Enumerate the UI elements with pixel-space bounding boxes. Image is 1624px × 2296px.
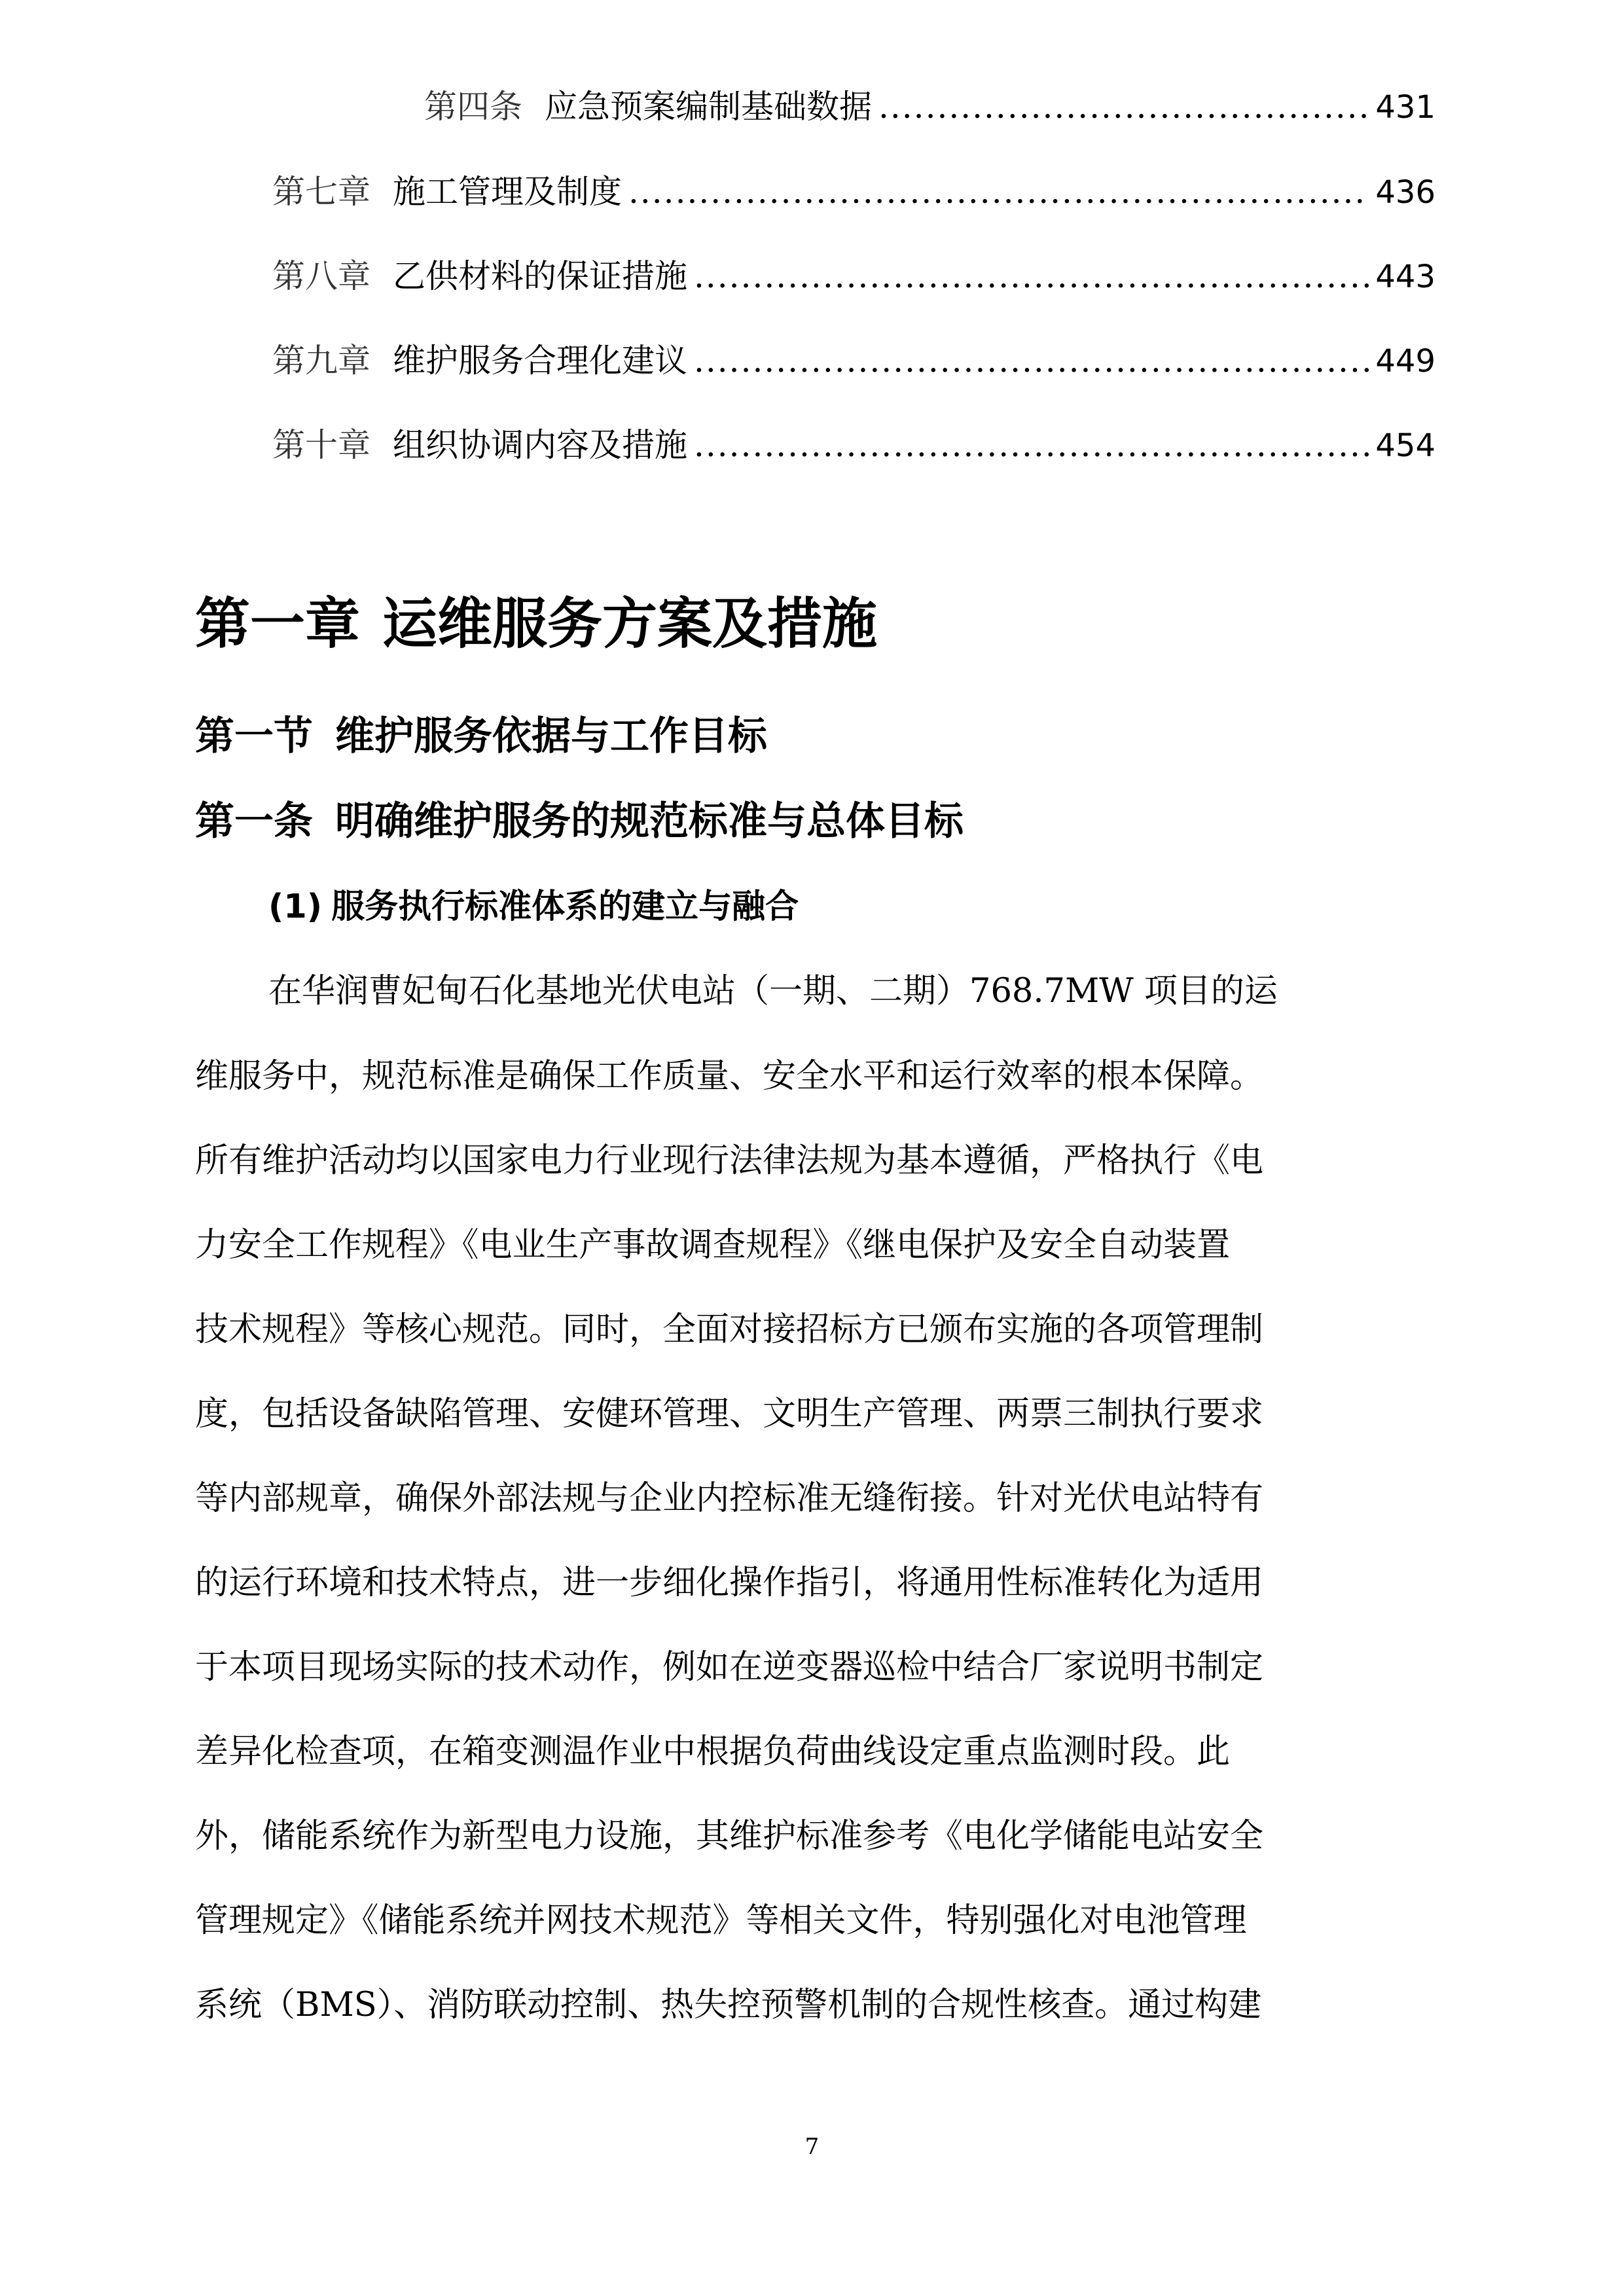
toc-entry[interactable] — [272, 419, 1435, 471]
chapter-heading — [195, 584, 877, 663]
chapter-title: 运维服务方案及措施 — [382, 592, 878, 656]
section-title: 维护服务依据与工作目标 — [335, 713, 767, 759]
paragraph-line: 度，包括设备缺陷管理、安健环管理、文明生产管理、两票三制执行要求 — [195, 1395, 1264, 1433]
toc-entry-number: 第九章 — [272, 342, 370, 380]
paragraph-line: 技术规程》等核心规范。同时，全面对接招标方已颁布实施的各项管理制 — [195, 1310, 1264, 1349]
paragraph-line: 等内部规章，确保外部法规与企业内控标准无缝衔接。针对光伏电站特有 — [195, 1479, 1264, 1518]
toc-entry-number: 第八章 — [272, 257, 370, 295]
paragraph-line: 所有维护活动均以国家电力行业现行法律法规为基本遵循，严格执行《电 — [195, 1141, 1264, 1180]
paragraph-line: 管理规定》《储能系统并网技术规范》等相关文件，特别强化对电池管理 — [195, 1901, 1247, 1940]
toc-entry[interactable] — [272, 334, 1435, 387]
toc-dot-leader — [878, 81, 1369, 133]
paragraph-line: 在华润曹妃甸石化基地光伏电站（一期、二期）768.7MW 项目的运 — [268, 972, 1278, 1011]
paragraph-line: 维服务中，规范标准是确保工作质量、安全水平和运行效率的根本保障。 — [195, 1057, 1264, 1096]
toc-dot-leader — [694, 334, 1369, 387]
article-heading — [195, 792, 964, 851]
paragraph-line: 于本项目现场实际的技术动作，例如在逆变器巡检中结合厂家说明书制定 — [195, 1648, 1264, 1687]
toc-entry-page: 454 — [1375, 427, 1435, 464]
section-heading — [195, 707, 767, 766]
subsection-heading — [268, 877, 799, 937]
toc-entry-page: 443 — [1375, 259, 1435, 295]
toc-entry[interactable] — [272, 166, 1435, 218]
toc-dot-leader — [628, 166, 1369, 218]
toc-entry-number: 第十章 — [272, 426, 370, 464]
paragraph-line: 力安全工作规程》《电业生产事故调查规程》《继电保护及安全自动装置 — [195, 1226, 1231, 1265]
paragraph-line: 差异化检查项，在箱变测温作业中根据负荷曲线设定重点监测时段。此 — [195, 1732, 1231, 1771]
toc-entry-title: 维护服务合理化建议 — [393, 342, 687, 380]
toc-dot-leader — [694, 419, 1369, 471]
article-number: 第一条 — [195, 798, 313, 844]
page-number: 7 — [804, 2134, 820, 2160]
toc-entry-page: 436 — [1375, 174, 1435, 211]
toc-entry-title: 组织协调内容及措施 — [393, 426, 687, 464]
toc-entry-number: 第四条 — [424, 88, 522, 126]
paragraph-line: 外，储能系统作为新型电力设施，其维护标准参考《电化学储能电站安全 — [195, 1817, 1264, 1856]
toc-dot-leader — [694, 250, 1369, 302]
paragraph-line: 的运行环境和技术特点，进一步细化操作指引，将通用性标准转化为适用 — [195, 1564, 1264, 1602]
toc-entry-page: 431 — [1375, 89, 1435, 126]
paragraph-line: 系统（BMS）、消防联动控制、热失控预警机制的合规性核查。通过构建 — [195, 1986, 1262, 2024]
subsection-title: 服务执行标准体系的建立与融合 — [331, 887, 799, 926]
toc-entry-title: 施工管理及制度 — [393, 173, 622, 211]
toc-entry[interactable] — [424, 81, 1435, 133]
toc-entry-title: 乙供材料的保证措施 — [393, 257, 687, 295]
subsection-number: (1) — [268, 888, 323, 926]
section-number: 第一节 — [195, 713, 313, 759]
toc-entry[interactable] — [272, 250, 1435, 302]
toc-entry-page: 449 — [1375, 343, 1435, 380]
toc-entry-number: 第七章 — [272, 173, 370, 211]
article-title: 明确维护服务的规范标准与总体目标 — [335, 798, 964, 844]
toc-entry-title: 应急预案编制基础数据 — [545, 88, 872, 126]
chapter-number: 第一章 — [195, 592, 361, 656]
